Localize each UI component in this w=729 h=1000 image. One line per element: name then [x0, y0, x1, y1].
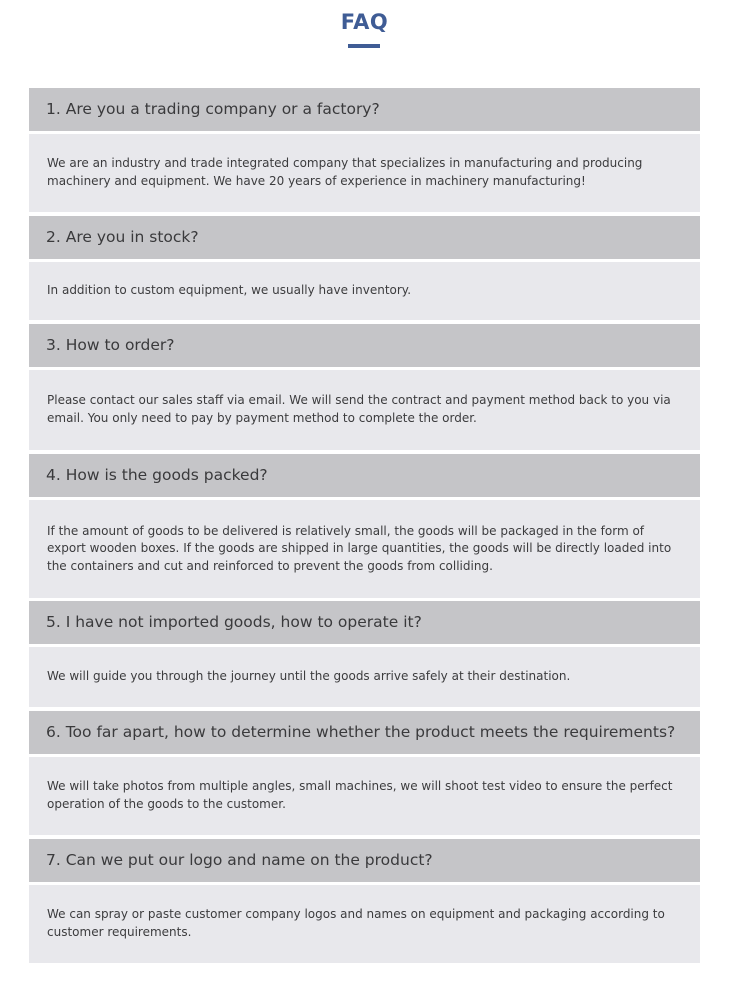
- faq-answer: [29, 370, 700, 450]
- faq-answer: [29, 757, 700, 835]
- faq-question: 6. Too far apart, how to determine whether the product meets the requirements?: [29, 711, 700, 754]
- faq-question: 3. How to order?: [29, 324, 700, 367]
- faq-answer-text: Please contact our sales staff via email. We will send the contract and payment method back to you via email. You only need to pay by payment method to complete the order.: [47, 393, 671, 425]
- faq-answer: [29, 262, 700, 320]
- faq-answer: [29, 500, 700, 598]
- faq-item-3: [29, 324, 700, 450]
- faq-item-4: [29, 454, 700, 598]
- faq-question: 4. How is the goods packed?: [29, 454, 700, 497]
- faq-answer-text: We will guide you through the journey until the goods arrive safely at their destination.: [47, 669, 571, 684]
- faq-question: 7. Can we put our logo and name on the product?: [29, 839, 700, 882]
- faq-item-5: [29, 601, 700, 707]
- title-underline: [348, 44, 380, 48]
- faq-question: 1. Are you a trading company or a factory?: [29, 88, 700, 131]
- faq-question: 5. I have not imported goods, how to operate it?: [29, 601, 700, 644]
- faq-answer-text: We will take photos from multiple angles, small machines, we will shoot test video to ensure the perfect operation of the goods to the customer.: [47, 779, 673, 811]
- faq-item-6: [29, 711, 700, 835]
- faq-answer: [29, 647, 700, 707]
- faq-answer-text: In addition to custom equipment, we usually have inventory.: [47, 283, 412, 298]
- faq-answer: [29, 134, 700, 212]
- faq-item-2: [29, 216, 700, 320]
- page-title: FAQ: [340, 10, 389, 34]
- faq-answer-text: We can spray or paste customer company logos and names on equipment and packaging according to customer requirements.: [47, 907, 665, 939]
- faq-answer-text: If the amount of goods to be delivered is relatively small, the goods will be packaged in the form of export wooden boxes. If the goods are shipped in large quantities, the goods will be directly loaded into the containers and cut and reinforced to prevent the goods from colliding.: [47, 523, 672, 573]
- page-header: [0, 0, 729, 60]
- faq-item-1: [29, 88, 700, 212]
- faq-item-7: [29, 839, 700, 963]
- faq-question: 2. Are you in stock?: [29, 216, 700, 259]
- faq-answer-text: We are an industry and trade integrated company that specializes in manufacturing and producing machinery and equipment. We have 20 years of experience in machinery manufacturing!: [47, 156, 643, 188]
- faq-answer: [29, 885, 700, 963]
